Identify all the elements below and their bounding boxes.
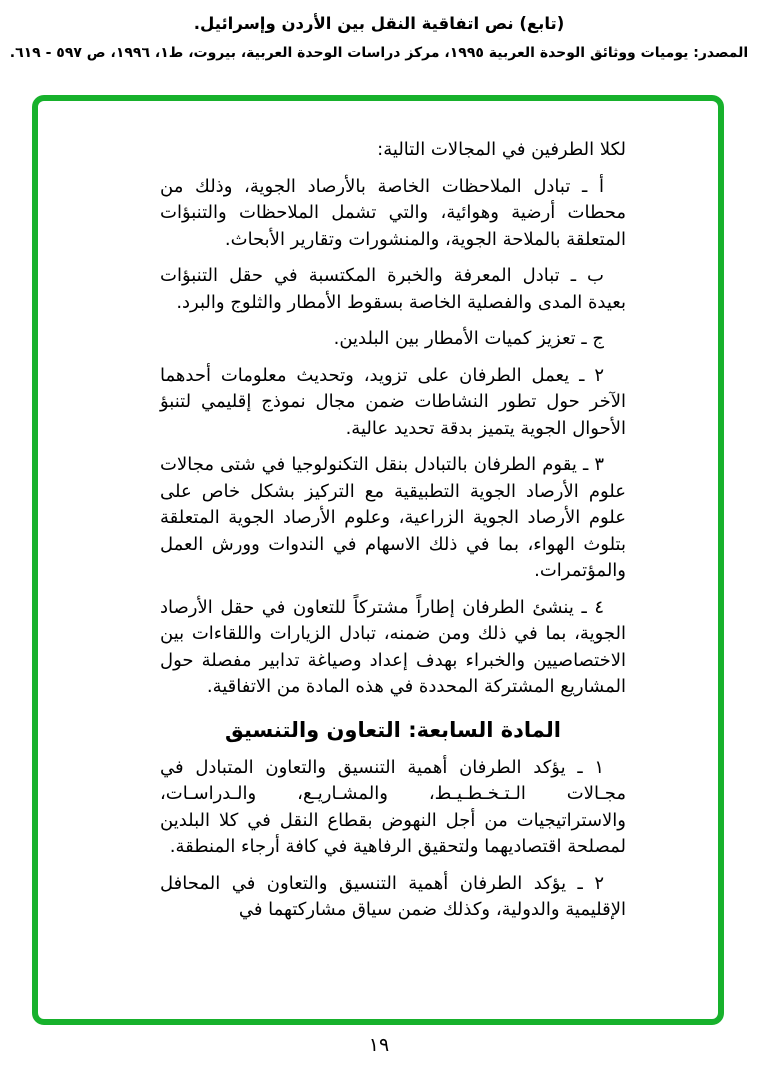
paragraph-continuation: لكلا الطرفين في المجالات التالية: bbox=[377, 139, 626, 160]
document-title: (تابع) نص اتفاقية النقل بين الأردن وإسرائيل. bbox=[193, 14, 565, 33]
paragraph-clause-4: ٤ ـ ينشئ الطرفان إطاراً مشتركاً للتعاون في حقل الأرصاد الجوية، بما في ذلك ومن ضمنه، تبادل الزيارات واللقاءات بين الاختصاصيين والخبراء بهدف إعداد وصياغة تدابير مفصلة حول المشاريع المشتركة المحددة في هذه المادة من الاتفاقية. bbox=[160, 596, 626, 697]
paragraph-article7-clause-1: ١ ـ يؤكد الطرفان أهمية التنسيق والتعاون المتبادل في مجـالات الـتـخـطـيـط، والمشـاريـع، والـدراسـات، والاستراتيجيات من أجل النهوض بقطاع النقل في كلا البلدين لمصلحة اقتصاديهما ولتحقيق الرفاهية في كافة أرجاء المنطقة. bbox=[160, 756, 626, 857]
document-content bbox=[160, 137, 626, 934]
paragraph-article7-clause-2: ٢ ـ يؤكد الطرفان أهمية التنسيق والتعاون في المحافل الإقليمية والدولية، وكذلك ضمن سياق مشاركتهما في bbox=[160, 872, 626, 920]
page-header bbox=[0, 12, 758, 63]
paragraph-item-c: ج ـ تعزيز كميات الأمطار بين البلدين. bbox=[333, 328, 604, 349]
page-number: ١٩ bbox=[368, 1034, 390, 1056]
paragraph-clause-3: ٣ ـ يقوم الطرفان بالتبادل بنقل التكنولوجيا في شتى مجالات علوم الأرصاد الجوية التطبيقية مع التركيز بشكل خاص على علوم الأرصاد الجوية الزراعية، وعلوم الأرصاد الجوية المتعلقة بتلوث الهواء، بما في ذلك الاسهام في الندوات وورش العمل والمؤتمرات. bbox=[160, 454, 626, 581]
source-citation: المصدر: يوميات ووثائق الوحدة العربية ١٩٩٥، مركز دراسات الوحدة العربية، بيروت، ط١، ١٩٩٦، ص ٥٩٧ - ٦١٩. bbox=[9, 45, 749, 61]
document-frame bbox=[32, 95, 724, 1025]
paragraph-item-b: ب ـ تبادل المعرفة والخبرة المكتسبة في حقل التنبؤات بعيدة المدى والفصلية الخاصة بسقوط الأمطار والثلوج والبرد. bbox=[160, 265, 626, 313]
paragraph-clause-2: ٢ ـ يعمل الطرفان على تزويد، وتحديث معلومات أحدهما الآخر حول تطور النشاطات ضمن مجال نموذج إقليمي لتنبؤ الأحوال الجوية يتميز بدقة تحديد عالية. bbox=[160, 364, 626, 439]
paragraph-item-a: أ ـ تبادل الملاحظات الخاصة بالأرصاد الجوية، وذلك من محطات أرضية وهوائية، والتي تشمل الملاحظات والتنبؤات المتعلقة بالملاحة الجوية، والمنشورات وتقارير الأبحاث. bbox=[160, 175, 626, 250]
section-heading-article-7: المادة السابعة: التعاون والتنسيق bbox=[225, 717, 561, 742]
